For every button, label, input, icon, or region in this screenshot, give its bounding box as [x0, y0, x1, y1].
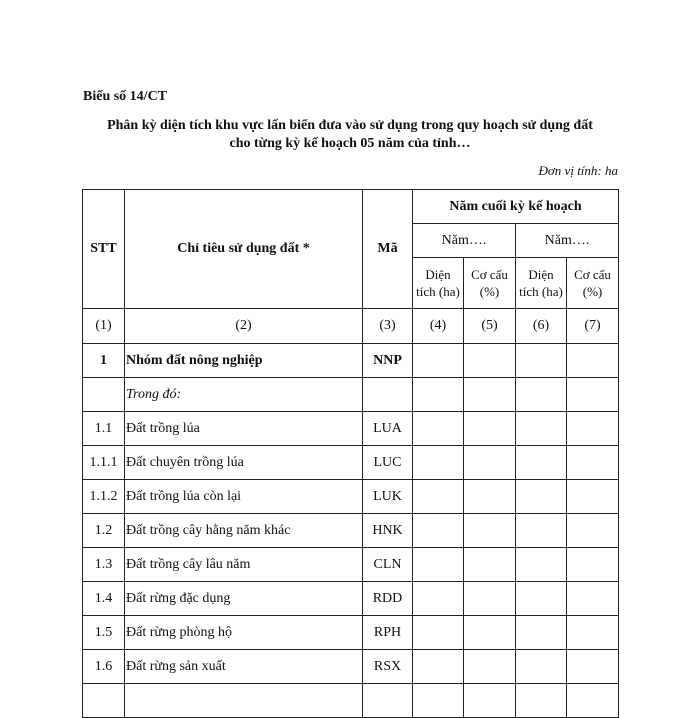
col-number: (1): [83, 309, 125, 344]
row-value-cell: [413, 412, 464, 446]
column-number-row: [83, 309, 619, 344]
row-stt: 1.1.1: [83, 446, 125, 480]
row-value-cell: [464, 480, 516, 514]
row-criteria: Trong đó:: [125, 378, 363, 412]
title-line-1: Phân kỳ diện tích khu vực lấn biển đưa vào sử dụng trong quy hoạch sử dụng đất: [107, 118, 593, 133]
row-value-cell: [516, 650, 567, 684]
page-title: [60, 117, 640, 153]
row-value-cell: [464, 650, 516, 684]
row-value-cell: [413, 582, 464, 616]
empty-cell: [464, 684, 516, 718]
table-row: [83, 548, 619, 582]
row-value-cell: [516, 446, 567, 480]
table-row: [83, 480, 619, 514]
row-criteria: Đất trồng lúa: [125, 412, 363, 446]
table-row: [83, 650, 619, 684]
row-value-cell: [567, 514, 619, 548]
table-row: [83, 514, 619, 548]
empty-cell: [363, 684, 413, 718]
row-stt: 1.5: [83, 616, 125, 650]
row-value-cell: [567, 582, 619, 616]
row-value-cell: [413, 514, 464, 548]
row-code: RDD: [363, 582, 413, 616]
header-period: Năm cuối kỳ kế hoạch: [413, 190, 619, 224]
empty-cell: [413, 684, 464, 718]
table-row-partial: [83, 684, 619, 718]
row-value-cell: [567, 480, 619, 514]
row-stt: 1.2: [83, 514, 125, 548]
row-value-cell: [516, 480, 567, 514]
form-code: Biểu số 14/CT: [83, 89, 168, 104]
row-code: LUK: [363, 480, 413, 514]
header-share-1: Cơ cấu (%): [464, 258, 516, 309]
row-stt: [83, 378, 125, 412]
row-code: LUA: [363, 412, 413, 446]
row-value-cell: [413, 548, 464, 582]
empty-cell: [567, 684, 619, 718]
table-row: [83, 446, 619, 480]
header-share-2: Cơ cấu (%): [567, 258, 619, 309]
row-stt: 1: [83, 344, 125, 378]
header-stt: STT: [83, 190, 125, 309]
row-code: LUC: [363, 446, 413, 480]
col-number: (6): [516, 309, 567, 344]
row-code: HNK: [363, 514, 413, 548]
row-value-cell: [567, 378, 619, 412]
row-value-cell: [464, 616, 516, 650]
row-value-cell: [567, 548, 619, 582]
row-value-cell: [464, 412, 516, 446]
row-criteria: Nhóm đất nông nghiệp: [125, 344, 363, 378]
row-criteria: Đất rừng đặc dụng: [125, 582, 363, 616]
row-value-cell: [413, 650, 464, 684]
row-value-cell: [567, 650, 619, 684]
header-year-2: Năm….: [516, 224, 619, 258]
header-area-1: Diện tích (ha): [413, 258, 464, 309]
col-number: (5): [464, 309, 516, 344]
row-value-cell: [516, 344, 567, 378]
row-value-cell: [464, 344, 516, 378]
empty-cell: [125, 684, 363, 718]
unit-note: Đơn vị tính: ha: [538, 163, 618, 178]
row-value-cell: [516, 616, 567, 650]
table-row: [83, 344, 619, 378]
row-criteria: Đất trồng cây hằng năm khác: [125, 514, 363, 548]
empty-cell: [516, 684, 567, 718]
row-value-cell: [413, 480, 464, 514]
row-criteria: Đất trồng cây lâu năm: [125, 548, 363, 582]
row-stt: 1.6: [83, 650, 125, 684]
row-value-cell: [516, 548, 567, 582]
empty-cell: [83, 684, 125, 718]
row-code: NNP: [363, 344, 413, 378]
row-value-cell: [464, 582, 516, 616]
table-row: [83, 412, 619, 446]
row-value-cell: [464, 378, 516, 412]
row-value-cell: [413, 344, 464, 378]
row-value-cell: [516, 582, 567, 616]
col-number: (4): [413, 309, 464, 344]
table-row: [83, 582, 619, 616]
table-row: [83, 378, 619, 412]
row-value-cell: [413, 616, 464, 650]
row-value-cell: [464, 446, 516, 480]
row-value-cell: [567, 616, 619, 650]
header-criteria: Chỉ tiêu sử dụng đất *: [125, 190, 363, 309]
row-value-cell: [567, 344, 619, 378]
col-number: (2): [125, 309, 363, 344]
row-code: [363, 378, 413, 412]
row-value-cell: [464, 514, 516, 548]
table-row: [83, 616, 619, 650]
row-criteria: Đất trồng lúa còn lại: [125, 480, 363, 514]
row-value-cell: [567, 412, 619, 446]
row-value-cell: [413, 378, 464, 412]
land-use-table: [82, 189, 619, 718]
row-stt: 1.1: [83, 412, 125, 446]
col-number: (3): [363, 309, 413, 344]
row-stt: 1.1.2: [83, 480, 125, 514]
row-code: RPH: [363, 616, 413, 650]
row-criteria: Đất chuyên trồng lúa: [125, 446, 363, 480]
row-code: RSX: [363, 650, 413, 684]
row-value-cell: [516, 412, 567, 446]
row-value-cell: [413, 446, 464, 480]
row-value-cell: [464, 548, 516, 582]
row-value-cell: [567, 446, 619, 480]
row-value-cell: [516, 514, 567, 548]
row-value-cell: [516, 378, 567, 412]
col-number: (7): [567, 309, 619, 344]
row-code: CLN: [363, 548, 413, 582]
title-line-2: cho từng kỳ kế hoạch 05 năm của tỉnh…: [229, 136, 471, 151]
header-code: Mã: [363, 190, 413, 309]
row-stt: 1.3: [83, 548, 125, 582]
row-stt: 1.4: [83, 582, 125, 616]
row-criteria: Đất rừng sản xuất: [125, 650, 363, 684]
header-year-1: Năm….: [413, 224, 516, 258]
header-area-2: Diện tích (ha): [516, 258, 567, 309]
row-criteria: Đất rừng phòng hộ: [125, 616, 363, 650]
